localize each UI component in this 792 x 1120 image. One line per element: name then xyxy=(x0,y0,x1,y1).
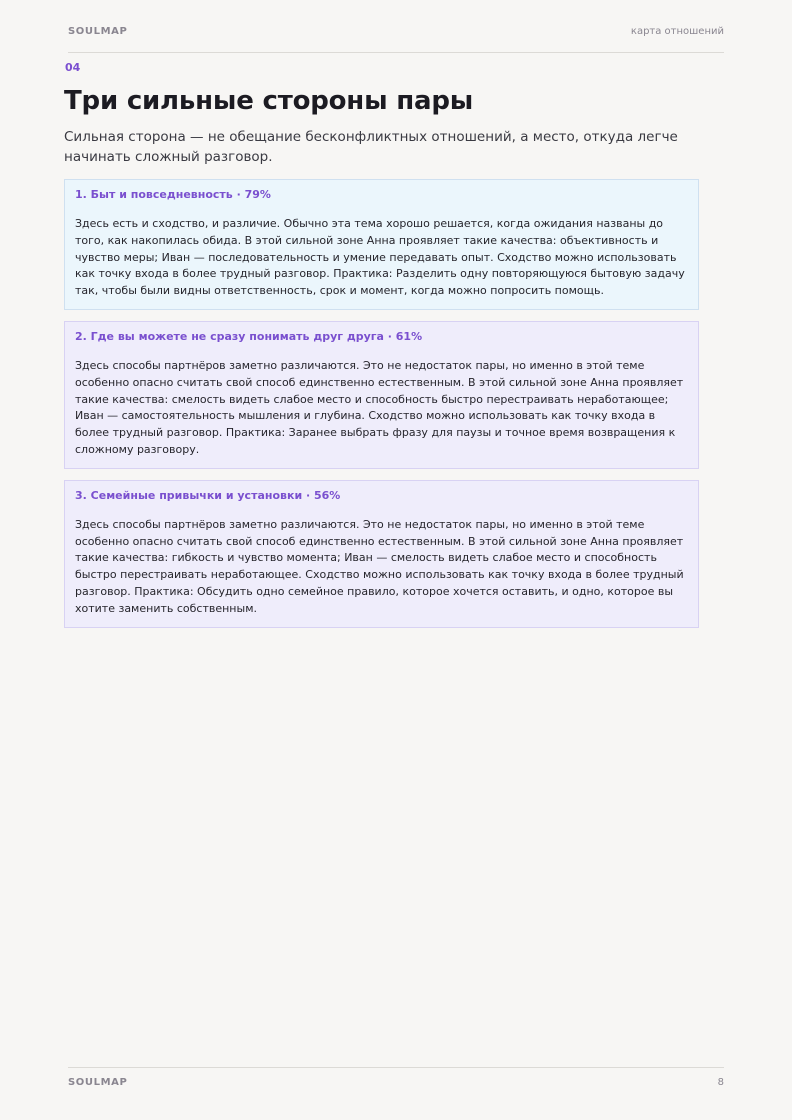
strength-card-2 xyxy=(64,321,699,469)
header-brand: SOULMAP xyxy=(68,26,128,37)
page-title: Три сильные стороны пары xyxy=(64,86,474,116)
footer-brand: SOULMAP xyxy=(68,1077,128,1088)
page-header xyxy=(68,26,724,53)
strength-card-body: Здесь способы партнёров заметно различаются. Это не недостаток пары, но именно в этой теме особенно опасно считать свой способ единственно естественным. В этой сильной зоне Анна проявляет такие качества: смелость видеть слабое место и способность быстро перестраивать неработающее; Иван — самостоятельность мышления и глубина. Сходство можно использовать как точку входа в более трудный разговор. Практика: Заранее выбрать фразу для паузы и точное время возвращения к сложному разговору. xyxy=(75,358,684,456)
strength-card-body: Здесь есть и сходство, и различие. Обычно эта тема хорошо решается, когда ожидания названы до того, как накопилась обида. В этой сильной зоне Анна проявляет такие качества: объективность и чувство меры; Иван — последовательность и умение передавать опыт. Сходство можно использовать как точку входа в более трудный разговор. Практика: Разделить одну повторяющуюся бытовую задачу так, чтобы были видны ответственность, срок и момент, когда можно попросить помощь. xyxy=(75,217,685,298)
strength-card-1 xyxy=(64,179,699,310)
strengths-list xyxy=(64,179,699,639)
section-number: 04 xyxy=(65,61,81,74)
header-document-label: карта отношений xyxy=(630,26,724,37)
strength-card-body: Здесь способы партнёров заметно различаются. Это не недостаток пары, но именно в этой теме особенно опасно считать свой способ единственно естественным. В этой сильной зоне Анна проявляет такие качества: гибкость и чувство момента; Иван — смелость видеть слабое место и способность быстро перестраивать неработающее. Сходство можно использовать как точку входа в более трудный разговор. Практика: Обсудить одно семейное правило, которое хочется оставить, и одно, которое вы хотите заменить собственным. xyxy=(75,517,684,615)
page-number: 8 xyxy=(717,1077,724,1088)
page-footer xyxy=(68,1067,724,1088)
strength-card-title: 1. Быт и повседневность · 79% xyxy=(75,188,271,201)
lead-paragraph: Сильная сторона — не обещание бесконфликтных отношений, а место, откуда легче начинать сложный разговор. xyxy=(64,129,678,165)
strength-card-title: 2. Где вы можете не сразу понимать друг друга · 61% xyxy=(75,329,423,343)
strength-card-3 xyxy=(64,480,699,628)
strength-card-title: 3. Семейные привычки и установки · 56% xyxy=(75,488,341,502)
